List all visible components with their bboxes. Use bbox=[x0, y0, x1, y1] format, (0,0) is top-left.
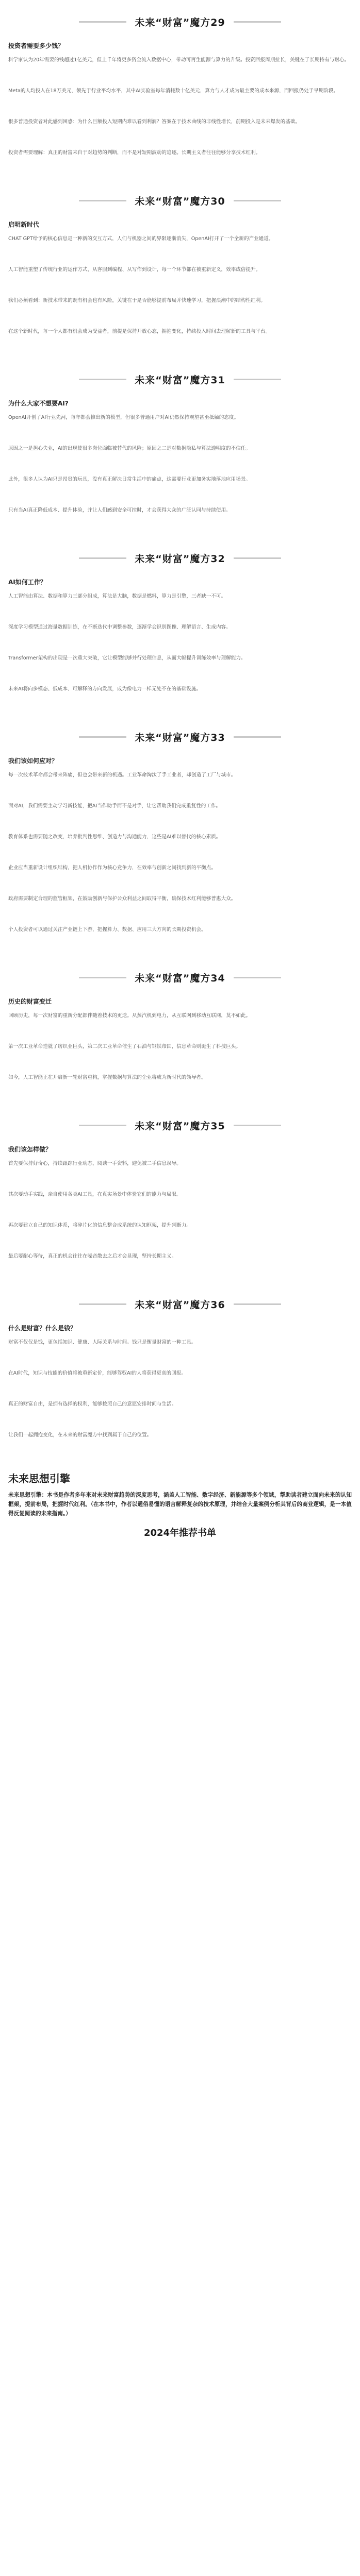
header-divider-left bbox=[79, 1125, 126, 1126]
paragraph: 个人投资者可以通过关注产业链上下游，把握算力、数据、应用三大方向的长期投资机会。 bbox=[8, 927, 206, 933]
paragraph: 让我们一起拥抱变化，在未来的财富魔方中找到属于自己的位置。 bbox=[8, 1432, 152, 1438]
footer-title: 2024年推荐书单 bbox=[143, 1528, 217, 1538]
paragraph: 人工智能重塑了传统行业的运作方式，从客服到编程、从写作到设计，每一个环节都在被重新定义，效率成倍提升。 bbox=[8, 267, 261, 273]
paragraph: 深度学习模型通过海量数据训练，在不断迭代中调整参数，逐渐学会识别图像、理解语言、生成内容。 bbox=[8, 624, 231, 630]
section-title: 未来“财富”魔方34 bbox=[135, 972, 225, 984]
paragraph: OpenAI开创了AI行业先河，每年都会推出新的模型，但很多普通用户对AI仍然保持观望甚至抵触的态度。 bbox=[8, 415, 239, 420]
question-block bbox=[8, 220, 352, 353]
section-header bbox=[8, 965, 352, 990]
header-divider-right bbox=[234, 977, 281, 978]
header-divider-right bbox=[234, 1303, 281, 1305]
paragraph: Meta的人均投入在18万美元，领先于行业平均水平，其中AI实验室每年消耗数十亿美元，算力与人才成为最主要的成本来源，而回报仍处于早期阶段。 bbox=[8, 88, 339, 94]
header-divider-left bbox=[79, 557, 126, 559]
section-header bbox=[8, 546, 352, 570]
header-divider-left bbox=[79, 200, 126, 201]
question-title: 投资者需要多少钱？ bbox=[8, 42, 64, 49]
header-divider-right bbox=[234, 200, 281, 201]
section-header bbox=[8, 1292, 352, 1316]
paragraph: CHAT GPT给予的核心信息是一种新的交互方式，人们与机器之间的界限逐渐消失，OpenAI打开了一个全新的产业通道。 bbox=[8, 236, 274, 242]
paragraph: 未来AI将向多模态、低成本、可解释的方向发展，成为像电力一样无处不在的基础设施。 bbox=[8, 686, 201, 692]
section-header bbox=[8, 1113, 352, 1138]
paragraph: 在这个新时代，每一个人都有机会成为受益者，前提是保持开放心态，拥抱变化，持续投入时间去理解新的工具与平台。 bbox=[8, 329, 271, 334]
paragraph: 真正的财富自由，是拥有选择的权利，能够按照自己的意愿安排时间与生活。 bbox=[8, 1401, 177, 1407]
section-title: 未来“财富”魔方32 bbox=[135, 553, 225, 565]
question-title: AI如何工作？ bbox=[8, 579, 46, 586]
question-title: 历史的财富变迁 bbox=[8, 998, 52, 1005]
section-header bbox=[8, 724, 352, 749]
paragraph: 人工智能由算法、数据和算力三部分组成，算法是大脑，数据是燃料，算力是引擎，三者缺一不可。 bbox=[8, 594, 226, 599]
header-divider-right bbox=[234, 557, 281, 559]
header-divider-right bbox=[234, 1125, 281, 1126]
header-divider-left bbox=[79, 736, 126, 738]
paragraph: 在AI时代，知识与技能的价值将被重新定价，能够驾驭AI的人将获得更高的回报。 bbox=[8, 1370, 186, 1376]
question-title: 启明新时代 bbox=[8, 221, 40, 228]
section-title: 未来“财富”魔方33 bbox=[135, 732, 225, 743]
paragraph: 此外，很多人认为AI只是昂贵的玩具，没有真正解决日常生活中的痛点，这需要行业更加务实地落地应用场景。 bbox=[8, 477, 251, 482]
header-divider-left bbox=[79, 1303, 126, 1305]
intro-text: 未来思想引擎：本书是作者多年来对未来财富趋势的深度思考，涵盖人工智能、数字经济、新能源等多个领域，帮助读者建立面向未来的认知框架，提前布局，把握时代红利。（在本书中，作者以通俗易懂的语言解释复杂的技术原理，并结合大量案例分析其背后的商业逻辑，是一本值得反复阅读的未来指南。） bbox=[8, 1492, 352, 1517]
intro-title: 未来思想引擎 bbox=[8, 1472, 70, 1485]
header-divider-left bbox=[79, 977, 126, 978]
paragraph: 最后要耐心等待，真正的机会往往在噪音散去之后才会显现，坚持长期主义。 bbox=[8, 1253, 177, 1259]
question-block bbox=[8, 399, 352, 532]
question-title: 为什么大家不想要AI? bbox=[8, 400, 69, 407]
paragraph: 再次要建立自己的知识体系，将碎片化的信息整合成系统的认知框架，提升判断力。 bbox=[8, 1223, 191, 1228]
section-title: 未来“财富”魔方31 bbox=[135, 374, 225, 386]
section-header bbox=[8, 9, 352, 34]
paragraph: 教育体系也需要随之改变，培养批判性思维、创造力与沟通能力，这些是AI难以替代的核心素质。 bbox=[8, 834, 221, 840]
question-title: 什么是财富？什么是钱？ bbox=[8, 1325, 77, 1332]
question-block bbox=[8, 578, 352, 711]
paragraph: 如今，人工智能正在开启新一轮财富重构，掌握数据与算法的企业将成为新时代的领导者。 bbox=[8, 1075, 206, 1080]
paragraph: 很多普通投资者对此感到困惑：为什么巨额投入短期内难以看到利润？答案在于技术曲线的非线性增长，前期投入是未来爆发的基础。 bbox=[8, 119, 301, 125]
paragraph: 投资者需要理解：真正的财富来自于对趋势的判断，而不是对短期波动的追逐。长期主义者往往能够分享技术红利。 bbox=[8, 150, 261, 156]
paragraph: 面对AI，我们需要主动学习新技能，把AI当作助手而不是对手，让它帮助我们完成重复性的工作。 bbox=[8, 803, 221, 809]
paragraph: 第一次工业革命造就了纺织业巨头，第二次工业革命催生了石油与钢铁帝国，信息革命则诞生了科技巨头。 bbox=[8, 1044, 241, 1049]
header-divider-left bbox=[79, 379, 126, 380]
question-block bbox=[8, 1145, 352, 1278]
header-divider-right bbox=[234, 379, 281, 380]
paragraph: 财富不仅仅是钱，更包括知识、健康、人际关系与时间。钱只是衡量财富的一种工具。 bbox=[8, 1340, 197, 1345]
header-divider-right bbox=[234, 21, 281, 23]
question-block bbox=[8, 41, 352, 175]
paragraph: 只有当AI真正降低成本、提升体验，并让人们感到安全可控时，才会获得大众的广泛认同与持续使用。 bbox=[8, 507, 231, 513]
question-title: 我们该如何应对？ bbox=[8, 757, 58, 765]
question-block bbox=[8, 756, 352, 952]
paragraph: 科学家认为20年需要的钱超过1亿美元，但上千年将更多资金流入数据中心，带动可再生能源与算力的升级。投资回报周期拉长，关键在于长期持有与耐心。 bbox=[8, 57, 350, 63]
question-block bbox=[8, 1324, 352, 1457]
section-title: 未来“财富”魔方29 bbox=[135, 16, 225, 28]
paragraph: 首先要保持好奇心，持续跟踪行业动态，阅读一手资料，避免被二手信息误导。 bbox=[8, 1161, 182, 1166]
paragraph: 其次要动手实践，亲自使用各类AI工具，在真实场景中体验它们的能力与局限。 bbox=[8, 1192, 182, 1197]
paragraph: 原因之一是担心失业，AI的出现使很多岗位面临被替代的风险；原因之二是对数据隐私与算法透明度的不信任。 bbox=[8, 446, 251, 451]
header-divider-left bbox=[79, 21, 126, 23]
paragraph: 我们必须看到：新技术带来的既有机会也有风险，关键在于是否能够提前布局并快速学习，把握浪潮中的结构性红利。 bbox=[8, 298, 266, 303]
question-block bbox=[8, 997, 352, 1099]
paragraph: 政府需要制定合理的监管框架，在鼓励创新与保护公众利益之间取得平衡，确保技术红利能够普惠大众。 bbox=[8, 896, 236, 902]
paragraph: 每一次技术革命都会带来阵痛，但也会带来新的机遇。工业革命淘汰了手工业者，却创造了工厂与城市。 bbox=[8, 772, 236, 778]
paragraph: Transformer架构的出现是一次重大突破，它让模型能够并行处理信息，从而大幅提升训练效率与理解能力。 bbox=[8, 655, 246, 661]
paragraph: 企业应当重新设计组织结构，把人机协作作为核心竞争力，在效率与创新之间找到新的平衡点。 bbox=[8, 865, 216, 871]
header-divider-right bbox=[234, 736, 281, 738]
section-title: 未来“财富”魔方30 bbox=[135, 195, 225, 207]
section-header bbox=[8, 367, 352, 392]
section-title: 未来“财富”魔方36 bbox=[135, 1299, 225, 1311]
paragraph: 回顾历史，每一次财富的重新分配都伴随着技术的更迭。从蒸汽机到电力，从互联网到移动互联网，莫不如此。 bbox=[8, 1013, 251, 1019]
question-title: 我们该怎样做？ bbox=[8, 1146, 52, 1153]
section-header bbox=[8, 188, 352, 213]
section-title: 未来“财富”魔方35 bbox=[135, 1120, 225, 1132]
